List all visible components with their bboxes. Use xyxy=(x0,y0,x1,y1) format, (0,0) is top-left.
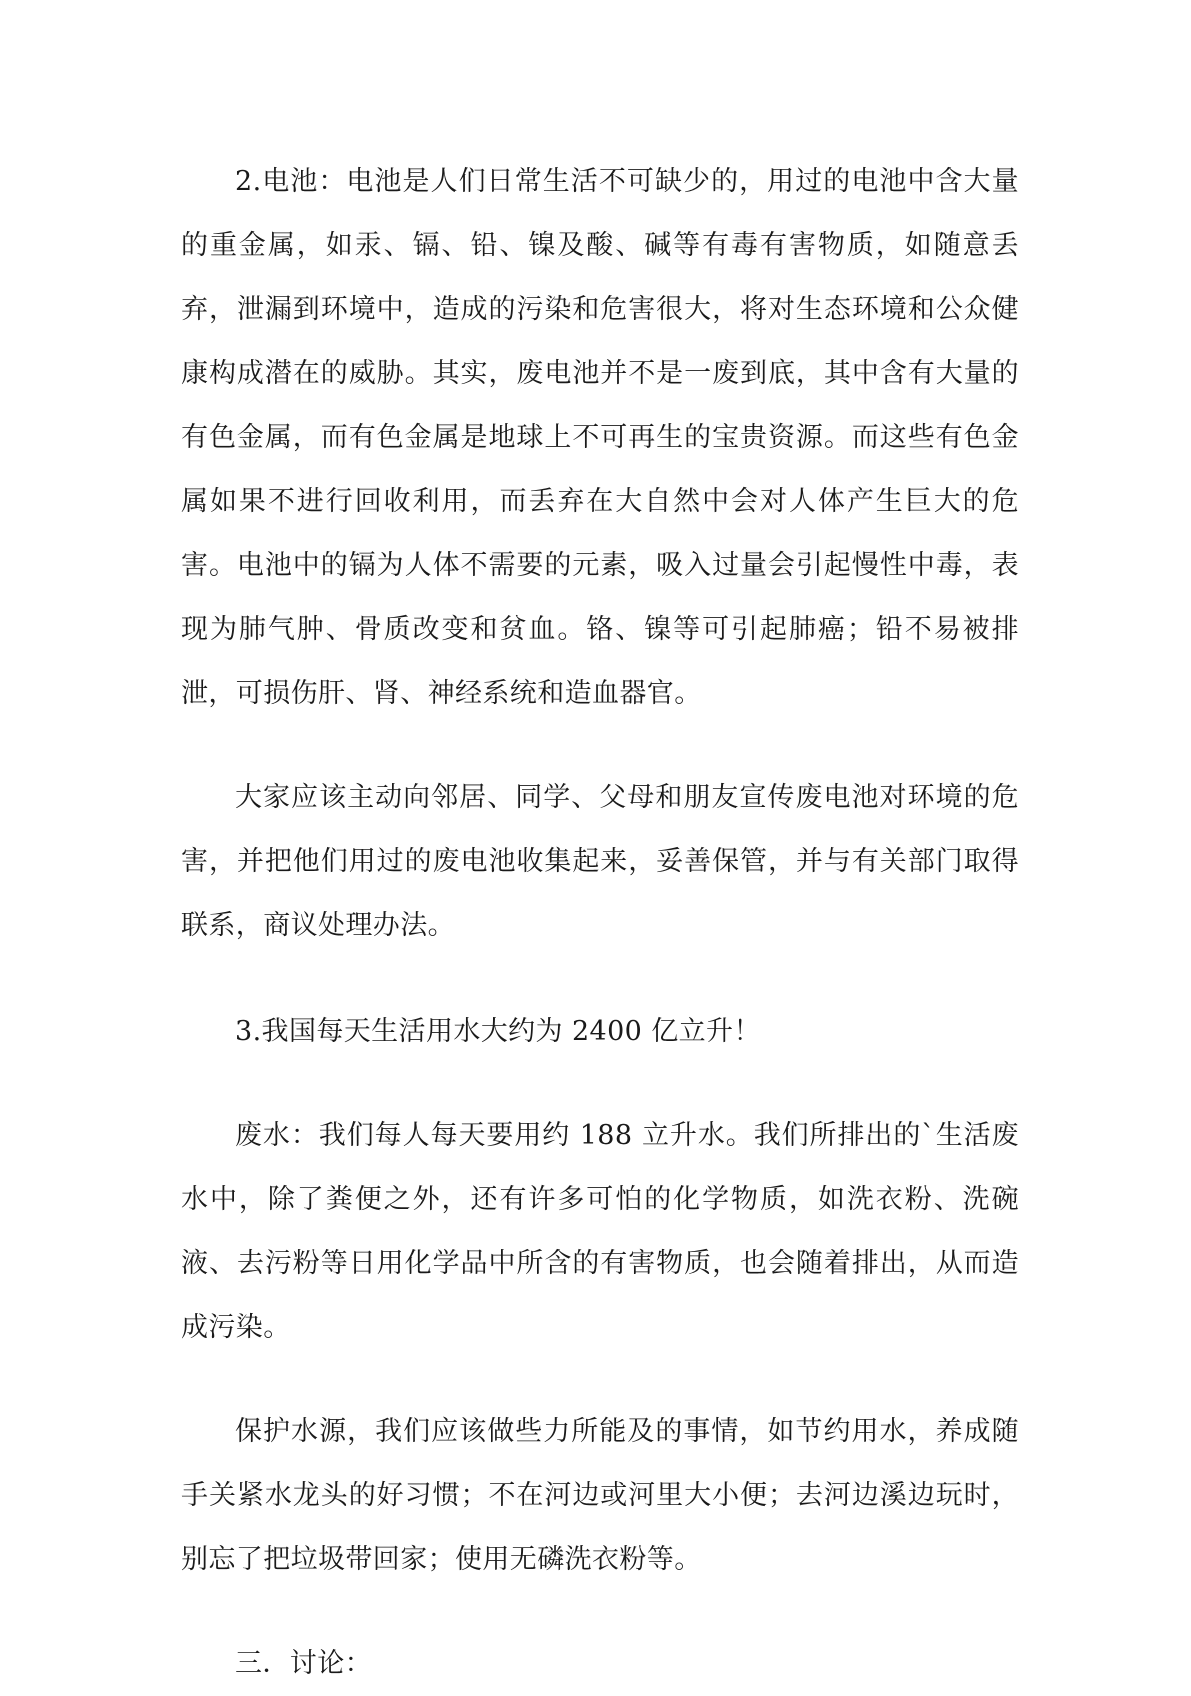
section-heading-discussion: 三．讨论： xyxy=(235,1648,372,1679)
paragraph-water-usage: 3.我国每天生活用水大约为 2400 亿立升！ xyxy=(235,1016,761,1047)
document-page xyxy=(181,150,1019,1696)
paragraph-water-protection: 保护水源，我们应该做些力所能及的事情，如节约用水，养成随手关紧水龙头的好习惯；不在河边或河里大小便；去河边溪边玩时，别忘了把垃圾带回家；使用无磷洗衣粉等。 xyxy=(181,1416,1019,1575)
paragraph-battery: 2.电池：电池是人们日常生活不可缺少的，用过的电池中含大量的重金属，如汞、镉、铅、镍及酸、碱等有毒有害物质，如随意丢弃，泄漏到环境中，造成的污染和危害很大，将对生态环境和公众健康构成潜在的威胁。其实，废电池并不是一废到底，其中含有大量的有色金属，而有色金属是地球上不可再生的宝贵资源。而这些有色金属如果不进行回收利用，而丢弃在大自然中会对人体产生巨大的危害。电池中的镉为人体不需要的元素，吸入过量会引起慢性中毒，表现为肺气肿、骨质改变和贫血。铬、镍等可引起肺癌；铅不易被排泄，可损伤肝、肾、神经系统和造血器官。 xyxy=(181,166,1019,709)
paragraph-battery-advice: 大家应该主动向邻居、同学、父母和朋友宣传废电池对环境的危害，并把他们用过的废电池收集起来，妥善保管，并与有关部门取得联系，商议处理办法。 xyxy=(181,782,1019,941)
paragraph-wastewater: 废水：我们每人每天要用约 188 立升水。我们所排出的`生活废水中，除了粪便之外，还有许多可怕的化学物质，如洗衣粉、洗碗液、去污粉等日用化学品中所含的有害物质，也会随着排出，从而造成污染。 xyxy=(181,1120,1019,1343)
